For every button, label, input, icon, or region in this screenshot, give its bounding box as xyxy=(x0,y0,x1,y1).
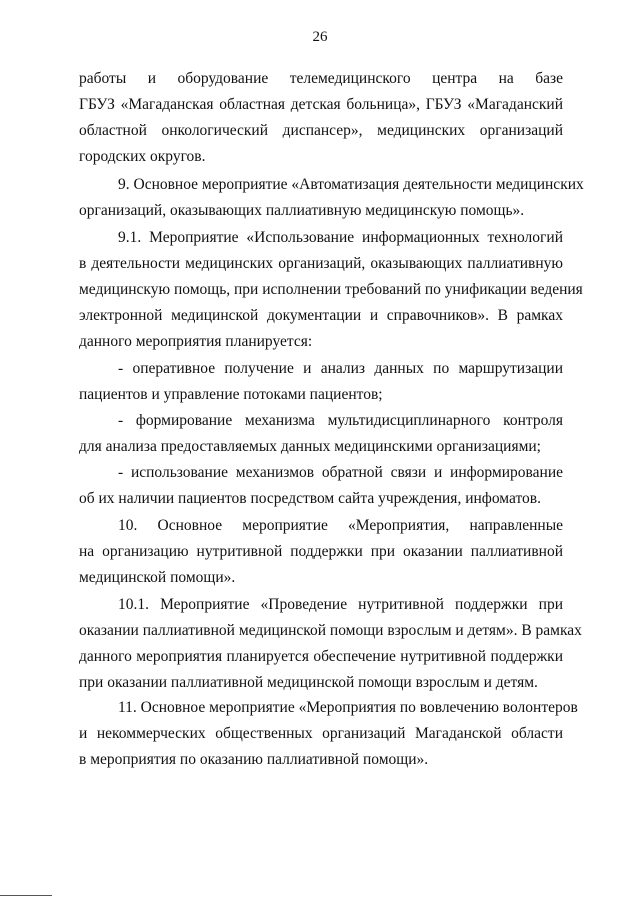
text-line: работы и оборудование телемедицинского центра на базе xyxy=(79,70,563,87)
page-number: 26 xyxy=(312,29,328,45)
text-line: при оказании паллиативной медицинской помощи взрослым и детям. xyxy=(79,674,538,691)
text-line: 10. Основное мероприятие «Мероприятия, направленные xyxy=(118,517,563,534)
text-line: городских округов. xyxy=(79,148,206,165)
text-line: на организацию нутритивной поддержки при оказании паллиативной xyxy=(79,543,563,560)
text-line: данного мероприятия планируется: xyxy=(79,333,313,350)
text-line: в мероприятия по оказанию паллиативной помощи». xyxy=(79,751,429,768)
text-line: ГБУЗ «Магаданская областная детская больница», ГБУЗ «Магаданский xyxy=(79,96,563,113)
text-line: областной онкологический диспансер», медицинских организаций xyxy=(79,122,563,139)
text-line: пациентов и управление потоками пациентов; xyxy=(79,386,383,403)
text-line: - формирование механизма мультидисциплинарного контроля xyxy=(118,412,563,429)
text-line: и некоммерческих общественных организаций Магаданской области xyxy=(79,725,563,742)
text-line: оказании паллиативной медицинской помощи взрослым и детям». В рамках xyxy=(79,622,582,639)
text-line: 9. Основное мероприятие «Автоматизация деятельности медицинских xyxy=(118,176,584,193)
text-line: организаций, оказывающих паллиативную медицинскую помощь». xyxy=(79,202,525,219)
text-line: 10.1. Мероприятие «Проведение нутритивной поддержки при xyxy=(118,596,563,613)
text-line: медицинскую помощь, при исполнении требований по унификации ведения xyxy=(79,281,583,298)
text-line: 9.1. Мероприятие «Использование информационных технологий xyxy=(118,229,563,246)
text-line: об их наличии пациентов посредством сайта учреждения, инфоматов. xyxy=(79,490,541,507)
text-line: - использование механизмов обратной связи и информирование xyxy=(118,464,563,481)
text-line: электронной медицинской документации и справочников». В рамках xyxy=(79,307,563,324)
text-line: 11. Основное мероприятие «Мероприятия по вовлечению волонтеров xyxy=(118,699,578,716)
footer-divider xyxy=(0,895,52,896)
text-line: - оперативное получение и анализ данных по маршрутизации xyxy=(118,360,563,377)
text-line: в деятельности медицинских организаций, оказывающих паллиативную xyxy=(79,255,563,272)
text-line: для анализа предоставляемых данных медицинскими организациями; xyxy=(79,438,541,455)
text-line: медицинской помощи». xyxy=(79,569,236,586)
text-line: данного мероприятия планируется обеспечение нутритивной поддержки xyxy=(79,648,563,665)
